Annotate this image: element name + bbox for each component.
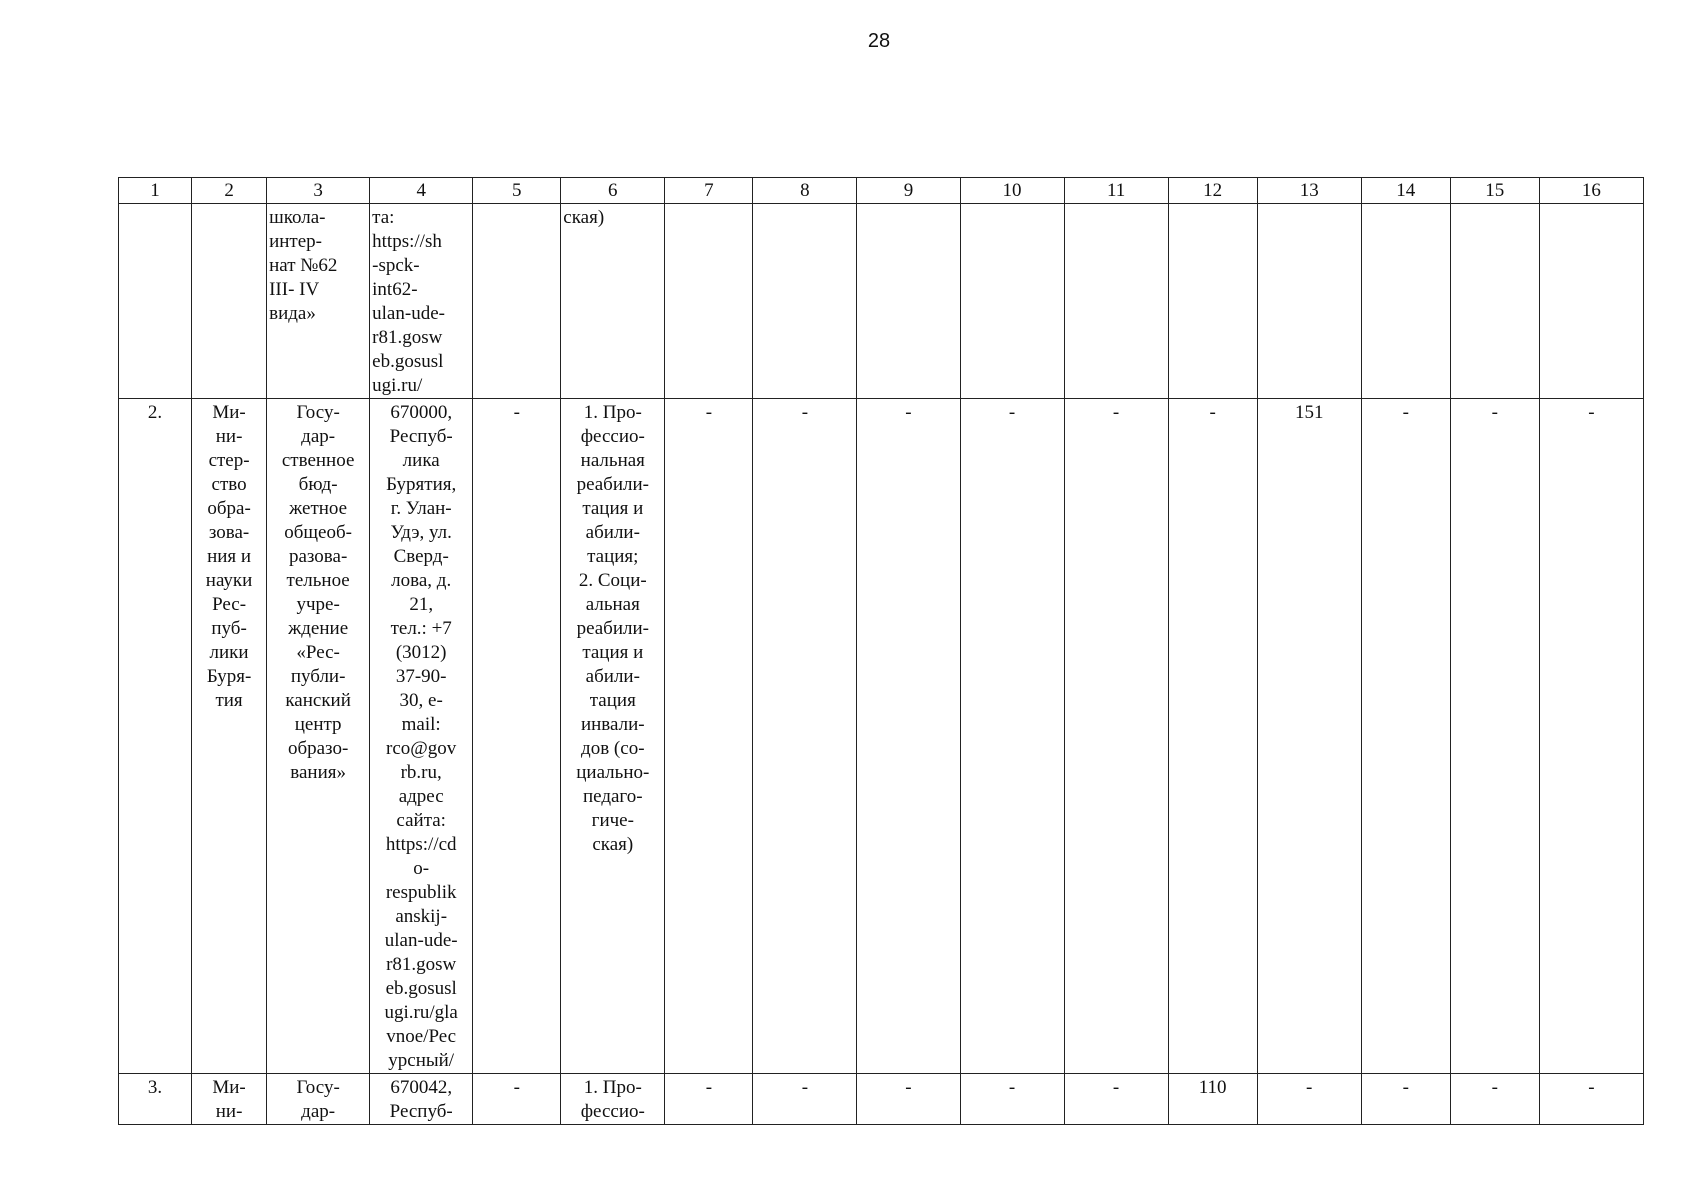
header-cell: 2 xyxy=(192,178,267,204)
page-number: 28 xyxy=(867,30,891,52)
data-table xyxy=(118,177,1644,1125)
header-cell: 9 xyxy=(857,178,960,204)
table-cell: школа- интер- нат №62 III- IV вида» xyxy=(267,204,370,399)
header-cell: 13 xyxy=(1257,178,1361,204)
header-cell: 8 xyxy=(753,178,857,204)
table-cell xyxy=(1168,204,1257,399)
table-row xyxy=(119,399,1644,1074)
header-cell: 10 xyxy=(960,178,1064,204)
table-cell xyxy=(192,204,267,399)
table-cell: - xyxy=(1361,399,1450,1074)
table-cell: ская) xyxy=(561,204,665,399)
table-cell: - xyxy=(960,399,1064,1074)
table-cell: - xyxy=(665,1074,753,1125)
table-cell: - xyxy=(1257,1074,1361,1125)
table-cell: - xyxy=(473,1074,561,1125)
table-cell: - xyxy=(1064,1074,1168,1125)
table-cell xyxy=(1361,204,1450,399)
table-cell: 670000, Респуб- лика Бурятия, г. Улан- Удэ, ул. Сверд- лова, д. 21, тел.: +7 (3012) 37-90- 30, e- mail: rco@gov rb.ru, адрес сайта: https://cd o- respublik anskij- ulan-ude- r81.gosw eb.gosusl ugi.ru/gla vnoe/Рес урсный/ xyxy=(370,399,473,1074)
table-cell: 670042, Респуб- xyxy=(370,1074,473,1125)
table-cell xyxy=(753,204,857,399)
table-cell xyxy=(857,204,960,399)
header-cell: 16 xyxy=(1539,178,1643,204)
table-cell: 1. Про- фессио- нальная реабили- тация и абили- тация; 2. Соци- альная реабили- тация и абили- тация инвали- дов (со- циально- педаго- гиче- ская) xyxy=(561,399,665,1074)
table-cell: - xyxy=(665,399,753,1074)
table-cell: - xyxy=(1064,399,1168,1074)
table-cell xyxy=(960,204,1064,399)
table-cell: - xyxy=(1539,1074,1643,1125)
header-cell: 5 xyxy=(473,178,561,204)
table-row xyxy=(119,1074,1644,1125)
table-cell xyxy=(473,204,561,399)
table-cell: та: https://sh -spck- int62- ulan-ude- r81.gosw eb.gosusl ugi.ru/ xyxy=(370,204,473,399)
table-cell: - xyxy=(1450,1074,1539,1125)
header-cell: 7 xyxy=(665,178,753,204)
header-row xyxy=(119,178,1644,204)
table-cell: - xyxy=(1361,1074,1450,1125)
table-cell: 110 xyxy=(1168,1074,1257,1125)
row-number-cell: 2. xyxy=(119,399,192,1074)
table-cell: - xyxy=(857,399,960,1074)
header-cell: 11 xyxy=(1064,178,1168,204)
table-cell xyxy=(119,204,192,399)
table-cell: - xyxy=(753,399,857,1074)
table-cell: - xyxy=(753,1074,857,1125)
table-cell xyxy=(665,204,753,399)
table-cell: - xyxy=(473,399,561,1074)
header-cell: 3 xyxy=(267,178,370,204)
table-cell xyxy=(1064,204,1168,399)
header-cell: 15 xyxy=(1450,178,1539,204)
table-cell: Ми- ни- xyxy=(192,1074,267,1125)
table-cell: - xyxy=(1450,399,1539,1074)
header-cell: 6 xyxy=(561,178,665,204)
header-cell: 1 xyxy=(119,178,192,204)
table-cell xyxy=(1450,204,1539,399)
table-cell: 1. Про- фессио- xyxy=(561,1074,665,1125)
table-cell: - xyxy=(960,1074,1064,1125)
table-cell xyxy=(1539,204,1643,399)
header-cell: 14 xyxy=(1361,178,1450,204)
table-cell: 151 xyxy=(1257,399,1361,1074)
table-cell xyxy=(1257,204,1361,399)
table-cell: Госу- дар- xyxy=(267,1074,370,1125)
row-number-cell: 3. xyxy=(119,1074,192,1125)
table-cell: Ми- ни- стер- ство обра- зова- ния и науки Рес- пуб- лики Буря- тия xyxy=(192,399,267,1074)
table-cell: - xyxy=(1539,399,1643,1074)
header-cell: 12 xyxy=(1168,178,1257,204)
table-cell: - xyxy=(857,1074,960,1125)
table-cell: Госу- дар- ственное бюд- жетное общеоб- разова- тельное учре- ждение «Рес- публи- канский центр образо- вания» xyxy=(267,399,370,1074)
header-cell: 4 xyxy=(370,178,473,204)
table-cell: - xyxy=(1168,399,1257,1074)
table-row xyxy=(119,204,1644,399)
